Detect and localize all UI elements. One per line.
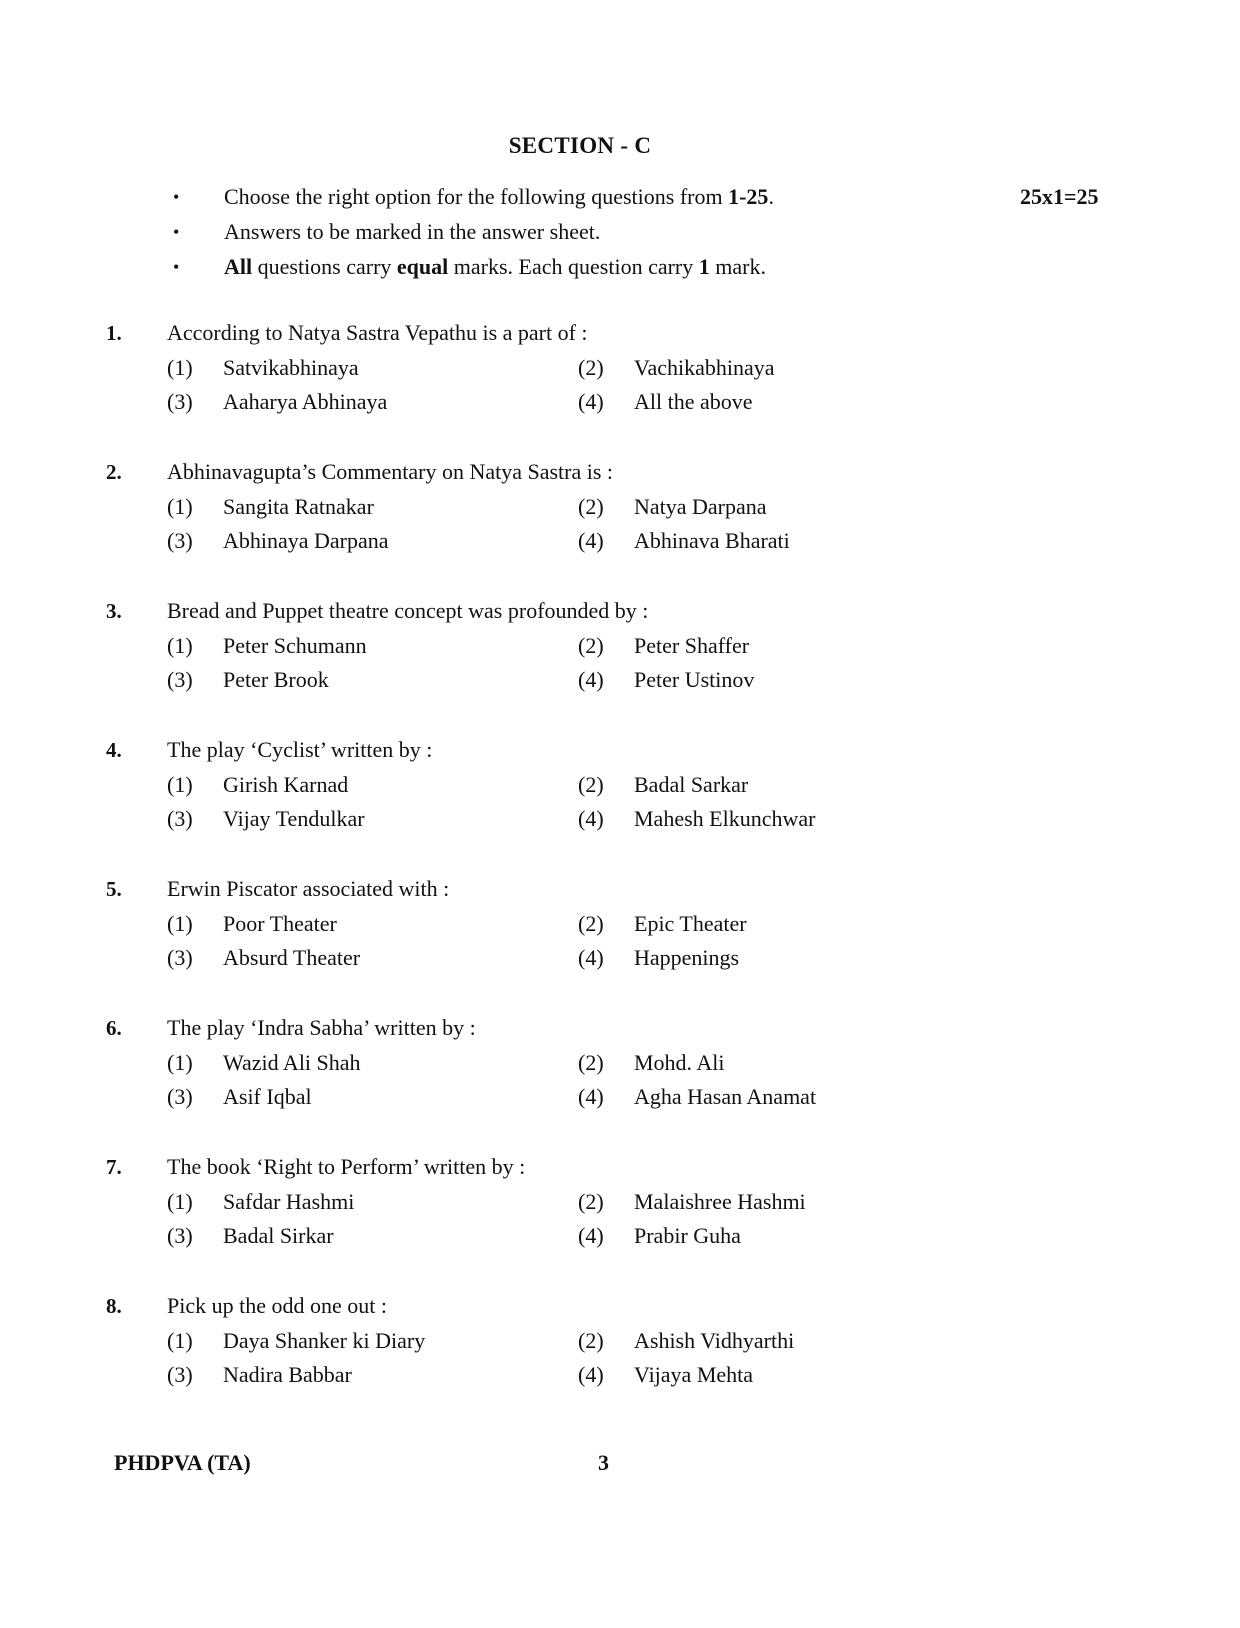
instruction-text: .: [768, 184, 774, 209]
answer-option: [578, 806, 815, 832]
answer-option: [578, 1050, 724, 1076]
option-number: (3): [167, 667, 193, 692]
answer-option: [167, 1328, 425, 1354]
option-text: Agha Hasan Anamat: [634, 1084, 817, 1109]
answer-option: [578, 667, 754, 693]
answer-option: [578, 1362, 753, 1388]
instruction-text: mark.: [709, 254, 766, 279]
option-number: (2): [578, 1189, 604, 1214]
question-number: 4.: [106, 738, 122, 762]
answer-option: [578, 772, 748, 798]
option-number: (3): [167, 389, 193, 414]
option-text: Abhinaya Darpana: [223, 528, 389, 553]
option-number: (2): [578, 1328, 604, 1353]
instruction-text: 1-25: [728, 184, 769, 209]
answer-option: [167, 389, 387, 415]
option-text: Sangita Ratnakar: [223, 494, 374, 519]
option-text: Aaharya Abhinaya: [223, 389, 388, 414]
question-text: The play ‘Indra Sabha’ written by :: [167, 1015, 476, 1040]
option-text: Malaishree Hashmi: [634, 1189, 806, 1214]
option-number: (4): [578, 1362, 604, 1387]
question-number: 5.: [106, 877, 122, 901]
option-text: Daya Shanker ki Diary: [223, 1328, 426, 1353]
option-text: All the above: [634, 389, 753, 414]
answer-option: [578, 945, 739, 971]
option-text: Girish Karnad: [223, 772, 349, 797]
instruction-item: [160, 254, 960, 289]
answer-option: [167, 1050, 361, 1076]
option-text: Vijaya Mehta: [634, 1362, 754, 1387]
question-item: [0, 598, 1240, 737]
option-number: (2): [578, 1050, 604, 1075]
question-item: [0, 1015, 1240, 1154]
answer-option: [578, 1223, 741, 1249]
question-item: [0, 876, 1240, 1015]
bullet-icon: •: [173, 257, 180, 277]
question-text: Pick up the odd one out :: [167, 1293, 387, 1318]
option-number: (2): [578, 355, 604, 380]
option-text: Vachikabhinaya: [634, 355, 775, 380]
answer-option: [167, 1362, 352, 1388]
bullet-icon: •: [173, 187, 180, 207]
option-number: (1): [167, 1189, 193, 1214]
answer-option: [578, 1328, 794, 1354]
answer-option: [578, 389, 753, 415]
answer-option: [167, 806, 365, 832]
question-item: [0, 737, 1240, 876]
answer-option: [167, 1189, 354, 1215]
option-number: (4): [578, 1084, 604, 1109]
question-number: 6.: [106, 1016, 122, 1040]
option-text: Asif Iqbal: [223, 1084, 312, 1109]
question-number: 3.: [106, 599, 122, 623]
answer-option: [167, 1223, 334, 1249]
question-text: Erwin Piscator associated with :: [167, 876, 450, 901]
option-text: Mahesh Elkunchwar: [634, 806, 816, 831]
option-number: (3): [167, 1362, 193, 1387]
instruction-text: All: [224, 254, 253, 279]
answer-option: [167, 494, 374, 520]
option-text: Satvikabhinaya: [223, 355, 359, 380]
option-number: (2): [578, 633, 604, 658]
answer-option: [578, 911, 747, 937]
answer-option: [578, 355, 775, 381]
answer-option: [167, 911, 337, 937]
answer-option: [167, 355, 359, 381]
page-number: 3: [598, 1450, 609, 1475]
question-number: 7.: [106, 1155, 122, 1179]
option-number: (1): [167, 772, 193, 797]
option-text: Peter Schumann: [223, 633, 367, 658]
answer-option: [578, 1189, 806, 1215]
instruction-text: questions carry: [252, 254, 397, 279]
option-text: Badal Sirkar: [223, 1223, 334, 1248]
answer-option: [167, 945, 360, 971]
option-number: (1): [167, 633, 193, 658]
option-number: (2): [578, 772, 604, 797]
question-number: 8.: [106, 1294, 122, 1318]
option-number: (2): [578, 494, 604, 519]
option-text: Badal Sarkar: [634, 772, 749, 797]
answer-option: [167, 772, 348, 798]
question-text: The play ‘Cyclist’ written by :: [167, 737, 433, 762]
answer-option: [167, 1084, 312, 1110]
option-number: (3): [167, 806, 193, 831]
question-text: According to Natya Sastra Vepathu is a part of :: [167, 320, 588, 345]
option-number: (4): [578, 667, 604, 692]
option-text: Wazid Ali Shah: [223, 1050, 361, 1075]
option-number: (1): [167, 355, 193, 380]
option-number: (1): [167, 494, 193, 519]
question-text: Bread and Puppet theatre concept was profounded by :: [167, 598, 649, 623]
section-title: SECTION - C: [508, 133, 652, 158]
instruction-text: 1: [698, 254, 710, 279]
option-text: Nadira Babbar: [223, 1362, 352, 1387]
option-number: (1): [167, 1050, 193, 1075]
option-number: (3): [167, 1084, 193, 1109]
option-text: Abhinava Bharati: [634, 528, 790, 553]
instruction-text: equal: [396, 254, 449, 279]
instructions-list: [160, 184, 960, 289]
instruction-text: Choose the right option for the following questions from: [224, 184, 729, 209]
option-text: Poor Theater: [223, 911, 337, 936]
option-number: (3): [167, 528, 193, 553]
option-number: (4): [578, 806, 604, 831]
option-text: Peter Ustinov: [634, 667, 755, 692]
question-item: [0, 1154, 1240, 1293]
option-text: Natya Darpana: [634, 494, 767, 519]
option-text: Mohd. Ali: [634, 1050, 725, 1075]
answer-option: [578, 494, 767, 520]
option-text: Prabir Guha: [634, 1223, 741, 1248]
answer-option: [578, 633, 749, 659]
answer-option: [578, 528, 790, 554]
instruction-text: Answers to be marked in the answer sheet.: [224, 219, 601, 244]
option-number: (4): [578, 945, 604, 970]
option-number: (1): [167, 911, 193, 936]
bullet-icon: •: [173, 222, 180, 242]
option-number: (2): [578, 911, 604, 936]
instruction-item: [160, 184, 960, 219]
question-item: [0, 1293, 1240, 1432]
option-text: Happenings: [634, 945, 740, 970]
answer-option: [167, 528, 389, 554]
option-text: Epic Theater: [634, 911, 747, 936]
questions-list: [0, 320, 1240, 1432]
option-number: (3): [167, 1223, 193, 1248]
option-number: (4): [578, 389, 604, 414]
answer-option: [167, 633, 367, 659]
marks-allocation: 25x1=25: [1020, 184, 1099, 209]
option-text: Peter Shaffer: [634, 633, 750, 658]
option-number: (4): [578, 1223, 604, 1248]
option-text: Safdar Hashmi: [223, 1189, 355, 1214]
option-text: Vijay Tendulkar: [223, 806, 365, 831]
option-number: (4): [578, 528, 604, 553]
option-text: Ashish Vidhyarthi: [634, 1328, 795, 1353]
question-text: The book ‘Right to Perform’ written by :: [167, 1154, 526, 1179]
question-item: [0, 459, 1240, 598]
instruction-item: [160, 219, 960, 254]
option-text: Absurd Theater: [223, 945, 361, 970]
question-number: 2.: [106, 460, 122, 484]
question-number: 1.: [106, 321, 122, 345]
option-number: (3): [167, 945, 193, 970]
option-number: (1): [167, 1328, 193, 1353]
instruction-text: marks. Each question carry: [448, 254, 699, 279]
question-text: Abhinavagupta’s Commentary on Natya Sastra is :: [167, 459, 614, 484]
answer-option: [167, 667, 329, 693]
option-text: Peter Brook: [223, 667, 329, 692]
question-item: [0, 320, 1240, 459]
paper-code: PHDPVA (TA): [114, 1450, 251, 1475]
answer-option: [578, 1084, 816, 1110]
